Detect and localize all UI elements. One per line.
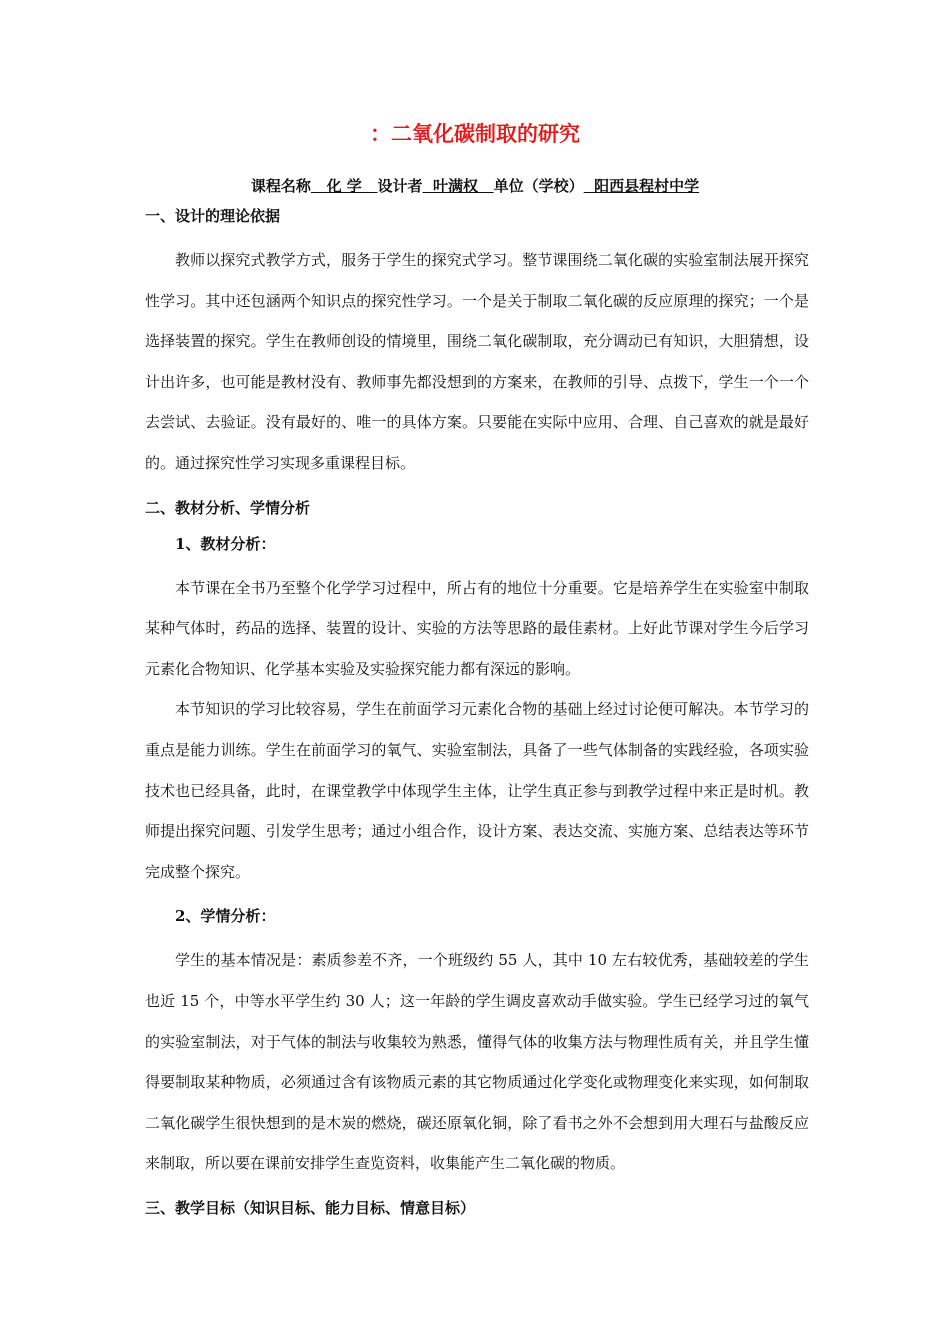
section-heading-analysis: 二、教材分析、学情分析	[145, 498, 311, 517]
section-heading-theory: 一、设计的理论依据	[145, 207, 281, 225]
course-label: 课程名称	[250, 177, 311, 195]
paragraph-students: 学生的基本情况是：素质参差不齐，一个班级约 55 人，其中 10 左右较优秀，基础较差的学生也近 15 个，中等水平学生约 30 人；这一年龄的学生调皮喜欢动手做实验。学生已经学习过的氧气的实验室制法，对于气体的制法与收集较为熟悉，懂得气体的收集方法与物理性质有关，并且学生懂得要制取某种物质，必须通过含有该物质元素的其它物质通过化学变化或物理变化来实现，如何制取二氧化碳学生很快想到的是木炭的燃烧，碳还原氧化铜，除了看书之外不会想到用大理石与盐酸反应来制取，所以要在课前安排学生查览资料，收集能产生二氧化碳的物质。	[145, 951, 809, 1173]
course-value: 化 学	[310, 177, 378, 195]
designer-value: 叶满权	[422, 177, 494, 195]
document-body	[145, 204, 809, 1220]
section-heading-objectives: 三、教学目标（知识目标、能力目标、情意目标）	[145, 1198, 476, 1217]
unit-label: 单位（学校）	[493, 177, 584, 195]
paragraph-materials-1: 本节课在全书乃至整个化学学习过程中，所占有的地位十分重要。它是培养学生在实验室中制取某种气体时，药品的选择、装置的设计、实验的方法等思路的最佳素材。上好此节课对学生今后学习元素化合物知识、化学基本实验及实验探究能力都有深远的影响。	[145, 578, 809, 678]
document-title: ：二氧化碳制取的研究	[370, 121, 580, 146]
paragraph-materials-2: 本节知识的学习比较容易，学生在前面学习元素化合物的基础上经过讨论便可解决。本节学习的重点是能力训练。学生在前面学习的氧气、实验室制法，具备了一些气体制备的实践经验，各项实验技术也已经具备，此时，在课堂教学中体现学生主体，让学生真正参与到教学过程中来正是时机。教师提出探究问题、引发学生思考；通过小组合作，设计方案、表达交流、实施方案、总结表达等环节完成整个探究。	[145, 700, 809, 881]
course-info-line	[0, 174, 950, 198]
unit-value: 阳西县程村中学	[583, 177, 700, 195]
paragraph-theory: 教师以探究式教学方式，服务于学生的探究式学习。整节课围绕二氧化碳的实验室制法展开探究性学习。其中还包涵两个知识点的探究性学习。一个是关于制取二氧化碳的反应原理的探究；一个是选择装置的探究。学生在教师创设的情境里，围绕二氧化碳制取，充分调动已有知识，大胆猜想，设计出许多，也可能是教材没有、教师事先都没想到的方案来，在教师的引导、点拨下，学生一个一个去尝试、去验证。没有最好的、唯一的具体方案。只要能在实际中应用、合理、自己喜欢的就是最好的。通过探究性学习实现多重课程目标。	[145, 251, 809, 472]
subsection-heading-students: 2、学情分析：	[175, 907, 276, 926]
subsection-heading-materials: 1、教材分析：	[175, 534, 276, 553]
designer-label: 设计者	[377, 177, 423, 195]
